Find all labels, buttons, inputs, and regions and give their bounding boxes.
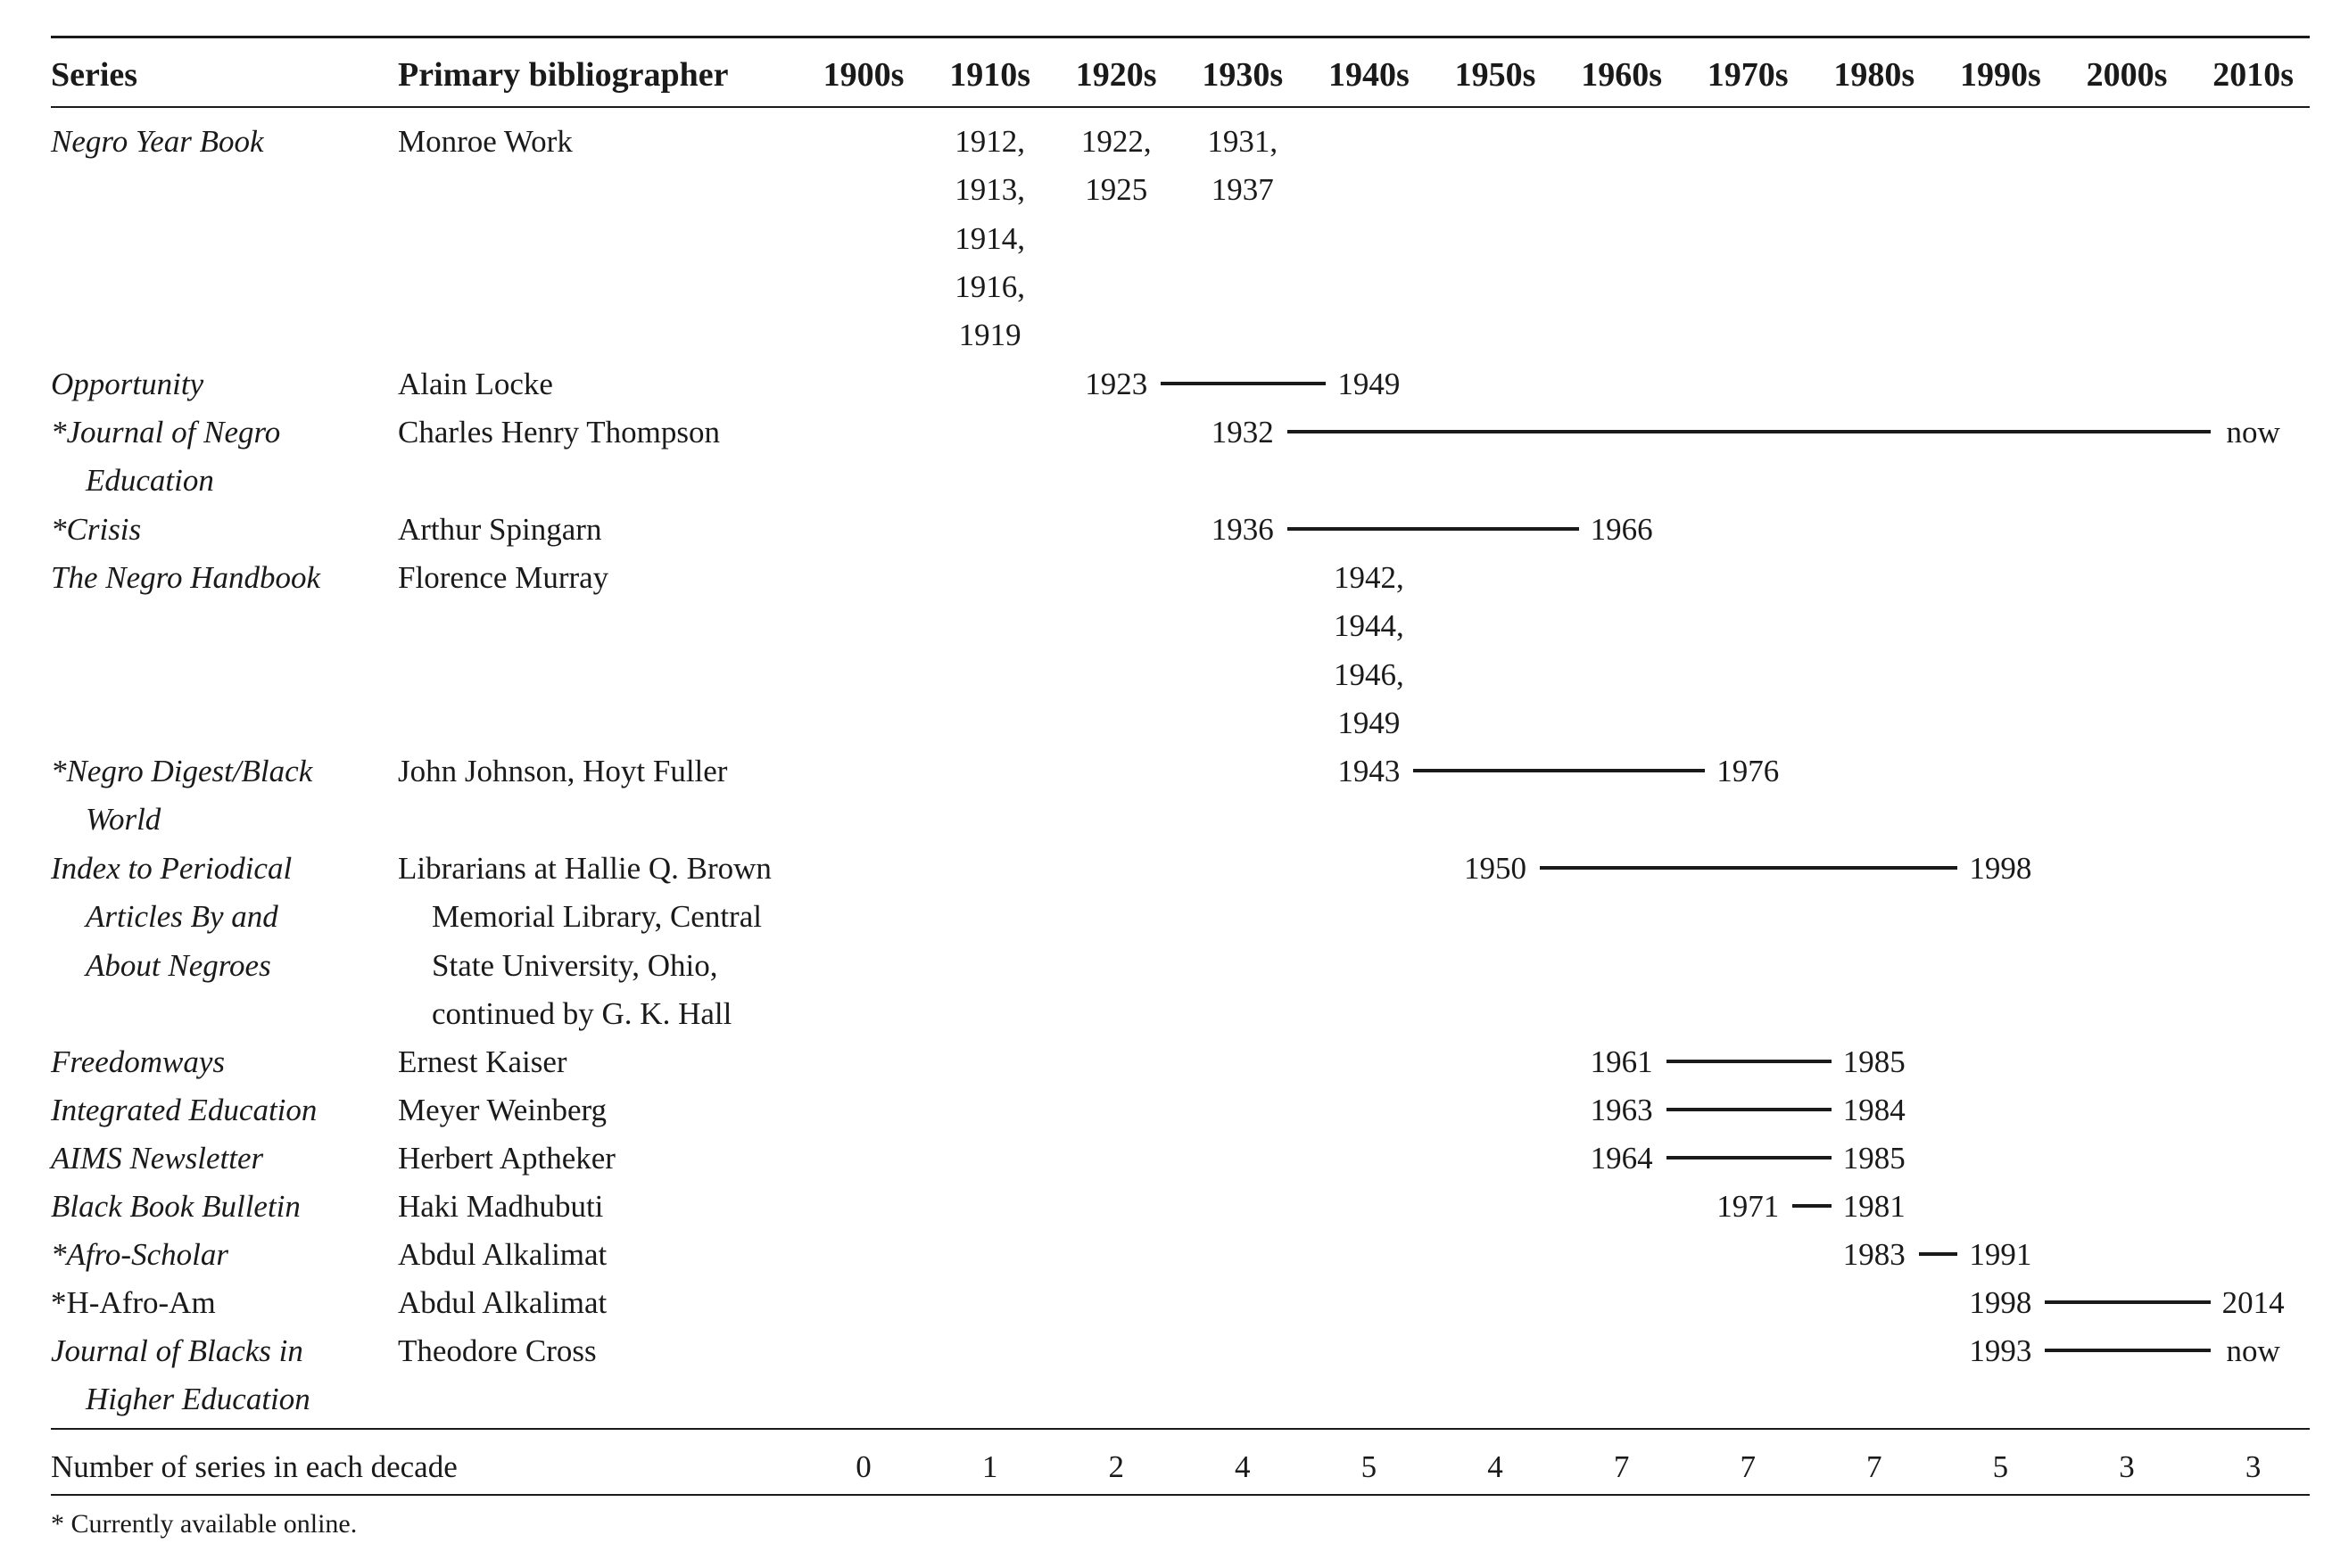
span-start-year: 1998 (1969, 1285, 2032, 1320)
span-end-year: 1966 (1590, 512, 1653, 547)
totals-label: Number of series in each decade (51, 1449, 458, 1484)
year-label: 1942, (1334, 560, 1404, 595)
decade-header: 2000s (2086, 56, 2168, 94)
span-end-year: now (2226, 1333, 2280, 1368)
decade-count: 4 (1235, 1449, 1251, 1484)
bibliographer-name: Haki Madhubuti (398, 1189, 604, 1224)
span-line (2045, 1300, 2210, 1304)
bibliographer-name: State University, Ohio, (432, 947, 718, 983)
series-name: Higher Education (86, 1382, 310, 1417)
bibliographer-name: Alain Locke (398, 367, 553, 401)
span-start-year: 1923 (1085, 367, 1148, 401)
span-start-year: 1936 (1211, 512, 1274, 547)
span-start-year: 1983 (1842, 1237, 1906, 1272)
year-label: 1912, (955, 124, 1025, 159)
span-line (1287, 527, 1579, 531)
decade-header: 1970s (1707, 56, 1789, 94)
series-name: *Negro Digest/Black (51, 754, 313, 788)
bibliographer-name: Arthur Spingarn (398, 512, 602, 547)
series-name: Education (86, 463, 214, 499)
span-end-year: now (2226, 415, 2280, 450)
header-rule (51, 106, 2310, 108)
decade-count: 7 (1866, 1449, 1882, 1484)
span-line (1666, 1060, 1832, 1063)
decade-count: 3 (2119, 1449, 2135, 1484)
series-name: Index to Periodical (51, 851, 293, 886)
totals-rule (51, 1428, 2310, 1430)
span-start-year: 1964 (1590, 1141, 1653, 1176)
year-label: 1949 (1337, 705, 1401, 740)
decade-header: 1980s (1833, 56, 1915, 94)
decade-count: 0 (856, 1449, 872, 1484)
decade-header: 1990s (1959, 56, 2041, 94)
span-end-year: 1985 (1842, 1044, 1906, 1079)
series-name: *Journal of Negro (51, 415, 281, 450)
header-series: Series (51, 56, 138, 94)
year-label: 1922, (1080, 124, 1152, 159)
decade-header: 1940s (1327, 56, 1410, 94)
top-rule (51, 36, 2310, 38)
span-line (1666, 1156, 1832, 1159)
year-label: 1931, (1207, 124, 1278, 159)
decade-count: 5 (1360, 1449, 1377, 1484)
span-end-year: 1984 (1842, 1093, 1906, 1127)
bibliographer-name: Meyer Weinberg (398, 1093, 608, 1127)
bibliographer-name: Abdul Alkalimat (398, 1285, 608, 1320)
decade-count: 1 (981, 1449, 998, 1484)
footnote: * Currently available online. (51, 1509, 358, 1539)
decade-count: 5 (1992, 1449, 2009, 1484)
span-start-year: 1993 (1969, 1333, 2032, 1368)
span-line (1161, 382, 1326, 385)
series-name: *Crisis (51, 512, 142, 547)
series-name: World (86, 802, 161, 838)
bibliographer-name: Memorial Library, Central (432, 899, 762, 935)
span-end-year: 1991 (1969, 1237, 2032, 1272)
year-label: 1937 (1211, 172, 1274, 208)
span-end-year: 2014 (2221, 1285, 2285, 1320)
span-line (1540, 866, 1957, 870)
span-start-year: 1943 (1337, 754, 1401, 788)
decade-header: 1910s (949, 56, 1030, 94)
span-line (1287, 430, 2211, 433)
span-end-year: 1998 (1969, 851, 2032, 886)
series-name: Journal of Blacks in (51, 1333, 303, 1368)
series-name: Freedomways (51, 1044, 226, 1079)
span-line (2045, 1349, 2210, 1352)
bibliographer-name: Librarians at Hallie Q. Brown (398, 851, 772, 886)
year-label: 1916, (955, 268, 1025, 304)
decade-count: 4 (1487, 1449, 1503, 1484)
span-end-year: 1949 (1337, 367, 1401, 401)
bibliographer-name: Monroe Work (398, 124, 573, 159)
decade-header: 1960s (1581, 56, 1662, 94)
decade-count: 7 (1740, 1449, 1756, 1484)
series-name: The Negro Handbook (51, 560, 321, 595)
series-name: *Afro-Scholar (51, 1237, 228, 1272)
header-bibliographer: Primary bibliographer (398, 56, 729, 94)
span-line (1666, 1108, 1832, 1111)
span-start-year: 1950 (1464, 851, 1526, 886)
span-start-year: 1963 (1590, 1093, 1653, 1127)
year-label: 1944, (1334, 608, 1404, 644)
bibliographer-name: Herbert Aptheker (398, 1141, 616, 1176)
decade-header: 2010s (2212, 56, 2294, 94)
span-end-year: 1985 (1842, 1141, 1906, 1176)
year-label: 1913, (955, 172, 1025, 208)
bibliographer-name: Florence Murray (398, 560, 609, 595)
bibliographer-name: John Johnson, Hoyt Fuller (398, 754, 728, 788)
bibliographer-name: continued by G. K. Hall (432, 995, 732, 1031)
bibliographer-name: Ernest Kaiser (398, 1044, 567, 1079)
series-name: Black Book Bulletin (51, 1189, 301, 1224)
span-start-year: 1971 (1716, 1189, 1780, 1224)
span-line (1919, 1252, 1958, 1256)
bibliographer-name: Theodore Cross (398, 1333, 597, 1368)
decade-count: 7 (1613, 1449, 1630, 1484)
span-end-year: 1981 (1842, 1189, 1906, 1224)
series-name: Negro Year Book (51, 124, 264, 159)
span-line (1413, 769, 1705, 772)
year-label: 1946, (1334, 656, 1404, 692)
decade-header: 1900s (823, 56, 905, 94)
span-end-year: 1976 (1716, 754, 1780, 788)
series-name: *H-Afro-Am (51, 1285, 216, 1320)
series-name: About Negroes (86, 947, 271, 983)
bottom-rule (51, 1494, 2310, 1496)
span-line (1792, 1204, 1832, 1208)
series-name: Integrated Education (51, 1093, 318, 1127)
decade-header: 1920s (1075, 56, 1157, 94)
span-start-year: 1932 (1211, 415, 1274, 450)
decade-header: 1950s (1454, 56, 1536, 94)
span-start-year: 1961 (1590, 1044, 1653, 1079)
bibliographer-name: Abdul Alkalimat (398, 1237, 608, 1272)
series-name: Opportunity (51, 367, 204, 401)
year-label: 1925 (1085, 172, 1148, 208)
decade-header: 1930s (1202, 56, 1284, 94)
series-name: Articles By and (86, 899, 278, 935)
decade-count: 2 (1108, 1449, 1124, 1484)
decade-count: 3 (2245, 1449, 2262, 1484)
year-label: 1914, (955, 220, 1025, 256)
series-name: AIMS Newsletter (51, 1141, 264, 1176)
bibliographer-name: Charles Henry Thompson (398, 415, 720, 450)
year-label: 1919 (958, 318, 1021, 353)
